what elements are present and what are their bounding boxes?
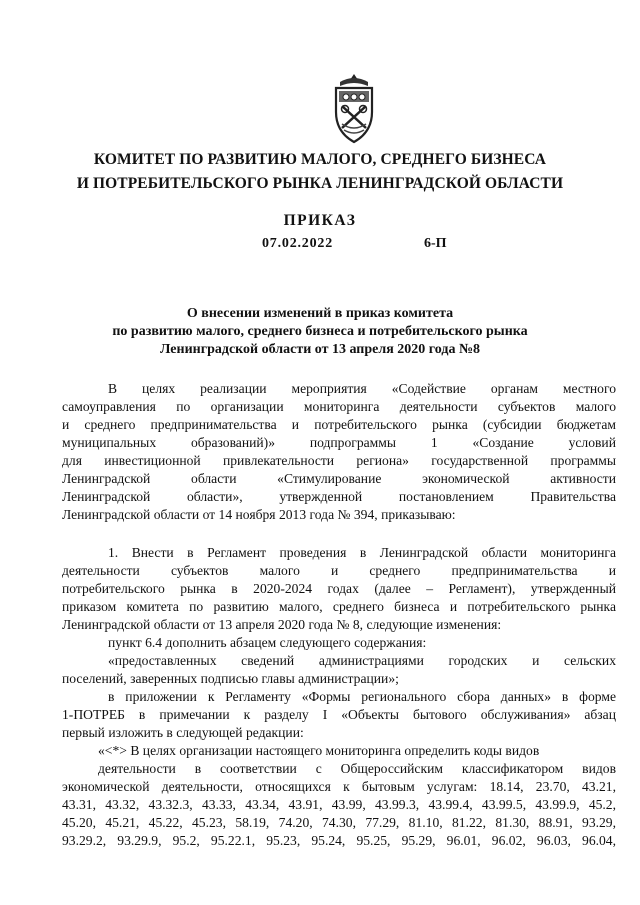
item-line: «предоставленных сведений администрациями городских и сельских xyxy=(108,653,616,668)
item-line: поселений, заверенных подписью главы администрации»; xyxy=(62,671,399,686)
document-number: 6-П xyxy=(424,236,447,251)
item-line: пункт 6.4 дополнить абзацем следующего содержания: xyxy=(108,635,427,650)
item-line: потребительского рынка в 2020-2024 годах (далее – Регламент), утвержденный xyxy=(62,581,616,596)
item-line: 43.31, 43.32, 43.32.3, 43.33, 43.34, 43.91, 43.99, 43.99.3, 43.99.4, 43.99.5, 43.99.9, 45.2, xyxy=(62,797,616,812)
preamble-line: Ленинградской области от 14 ноября 2013 года № 394, приказываю: xyxy=(62,507,456,522)
coat-of-arms-icon xyxy=(328,72,380,144)
item-line: 1. Внести в Регламент проведения в Ленинградской области мониторинга xyxy=(108,545,616,560)
item-line: деятельности субъектов малого и среднего предпринимательства и xyxy=(62,563,616,578)
item-line: 93.29.2, 93.29.9, 95.2, 95.22.1, 95.23, 95.24, 95.25, 95.29, 96.01, 96.02, 96.03, 96.04, xyxy=(62,833,616,848)
preamble-line: и среднего предпринимательства и потребительского рынка (субсидии бюджетам xyxy=(62,417,616,432)
preamble-line: Ленинградской области «Стимулирование экономической активности xyxy=(62,471,616,486)
organization-name-line1: КОМИТЕТ ПО РАЗВИТИЮ МАЛОГО, СРЕДНЕГО БИЗНЕСА xyxy=(93,151,547,168)
item-line: экономической деятельности, относящихся к бытовым услугам: 18.14, 23.70, 43.21, xyxy=(62,779,616,794)
item-line: 1-ПОТРЕБ в примечании к разделу I «Объекты бытового обслуживания» абзац xyxy=(62,707,616,722)
preamble-line: В целях реализации мероприятия «Содействие органам местного xyxy=(108,381,616,396)
item-line: «<*> В целях организации настоящего мониторинга определить коды видов xyxy=(98,743,540,758)
subject-line: по развитию малого, среднего бизнеса и потребительского рынка xyxy=(112,324,528,339)
item-line: Ленинградской области от 13 апреля 2020 года № 8, следующие изменения: xyxy=(62,617,502,632)
item-line: 45.20, 45.21, 45.22, 45.23, 58.19, 74.20, 74.30, 77.29, 81.10, 81.22, 81.30, 88.91, 93.29, xyxy=(62,815,616,830)
item-line: деятельности в соответствии с Общероссийским классификатором видов xyxy=(98,761,616,776)
item-line: в приложении к Регламенту «Формы регионального сбора данных» в форме xyxy=(108,689,616,704)
organization-name-line2: И ПОТРЕБИТЕЛЬСКОГО РЫНКА ЛЕНИНГРАДСКОЙ ОБЛАСТИ xyxy=(76,175,564,192)
item-line: приказом комитета по развитию малого, среднего бизнеса и потребительского рынка xyxy=(62,599,616,614)
preamble-line: Ленинградской области», утвержденной постановлением Правительства xyxy=(62,489,616,504)
preamble-line: муниципальных образований)» подпрограммы 1 «Создание условий xyxy=(62,435,616,450)
document-type: ПРИКАЗ xyxy=(283,212,357,229)
subject-line: Ленинградской области от 13 апреля 2020 года №8 xyxy=(159,342,481,357)
preamble-line: самоуправления по организации мониторинга деятельности субъектов малого xyxy=(62,399,616,414)
preamble-line: для инвестиционной привлекательности региона» государственной программы xyxy=(62,453,616,468)
item-line: первый изложить в следующей редакции: xyxy=(62,725,304,740)
subject-line: О внесении изменений в приказ комитета xyxy=(186,306,454,321)
document-date: 07.02.2022 xyxy=(262,236,333,251)
